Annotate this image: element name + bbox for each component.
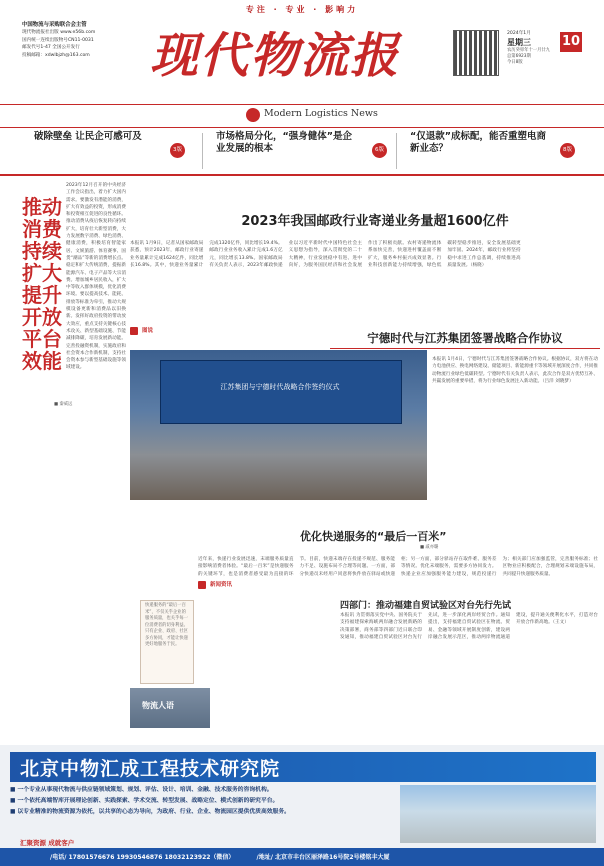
weekday-text: 星期三 [507, 38, 531, 47]
org-line: 现代物流报社出版 www.e56b.com [22, 30, 96, 36]
issue-number: 总第6923期 [507, 54, 531, 59]
ad-building-photo [400, 785, 596, 843]
divider [330, 348, 600, 349]
org-line: 投稿邮箱：xdwlbjzh@163.com [22, 52, 90, 58]
last-mile-body: 近年来，快递行业发展迅速，末端服务质量直接影响消费者体验。“最后一百米”是快递服务的关键环节，也是消费者感受最为直接的环节。目前，快递末端存在投递不规范、服务能力不足、设施布局不合理等问题。一方面，部分快递员未经用户同意将快件放在驿站或快递柜；另一方面，部分驿站存在取件难、服务差等情况。优化末端服务，需要多方协同发力。快递企业应加强服务能力建设，规范投递行为；相关部门应加强监管，完善服务标准；社区物业应积极配合，合理规划末端设施布局，共同提升快递服务质量。 [198, 557, 598, 577]
teaser-3[interactable] [410, 131, 590, 169]
teaser-2[interactable] [216, 131, 386, 169]
org-line: 国内统一连续出版物号CN11-0031 [22, 37, 94, 43]
ad-items [10, 785, 400, 818]
page-count: 今日8版 [507, 60, 523, 65]
date-text: 2024年1月 [507, 31, 531, 36]
masthead-slogan: 专注 · 专业 · 影响力 [245, 5, 359, 14]
org-line: 邮发代号1-47 全国公开发行 [22, 45, 80, 51]
section-rule [0, 174, 604, 176]
ningde-headline: 宁德时代与江苏集团签署战略合作协议 [367, 331, 563, 345]
teaser-title: 破除壁垒 让民企可感可及 [34, 131, 142, 142]
main-headline: 2023年我国邮政行业寄递业务量超1600亿件 [241, 214, 509, 229]
qr-code-icon [453, 30, 499, 76]
teaser-title: 市场格局分化，“强身健体”是企业发展的根本 [216, 131, 352, 154]
lead-author: ■ 秦威远 [54, 402, 73, 407]
sichuan-headline: 四部门：推动福建自贸试验区对台先行先试 [340, 601, 512, 611]
divider [202, 133, 203, 169]
lunar-date: 农历癸卯年十一月廿九 [507, 48, 550, 53]
ad-item: ■ 一个依托高端智库开展理论创新、实践探索、学术交流、转型发展、战略定位、模式创新的研究平台。 [10, 798, 279, 804]
ad-item: ■ 一个专业从事现代物流与供应链领域策划、规划、评估、设计、培训、金融、技术服务的咨询机构。 [10, 787, 273, 793]
day-badge: 10 [560, 32, 582, 52]
column-tag: 物流人语 [142, 701, 174, 710]
section-tag: 图说 [130, 326, 153, 336]
ad-title: 北京中物汇成工程技术研究院 [20, 758, 281, 780]
ad-contact-text [50, 852, 390, 861]
teaser-page-badge: 6版 [372, 143, 387, 158]
ningde-body: 本报讯 1月4日，宁德时代与江苏集团签署战略合作协议。根据协议，双方将在动力电池供应、换电网络建设、储能项目、新能源重卡等领域开展深度合作，共同推动物流行业绿色低碳转型。宁德时代有关负责人表示，此次合作是双方优势互补、共赢发展的重要举措，将为行业绿色发展注入新动能。（吕洋 刘晓梦） [432, 357, 598, 384]
newspaper-title: 现代物流报 [150, 28, 401, 84]
ad-phone: /电话/ 17801576676 19930546876 18032123922（微信） [50, 854, 235, 861]
last-mile-headline: 优化快递服务的“最后一百米” [300, 530, 447, 543]
photo-screen-text: 江苏集团与宁德时代战略合作签约仪式 [220, 383, 340, 391]
sichuan-body: 本报讯 为贯彻落实党中央、国务院关于支持福建探索海峡两岸融合发展新路的决策部署，商务部等四部门近日联合印发通知，推动福建自贸试验区对台先行先试，进一步深化两岸经贸合作。通知提出，支持福建自贸试验区在物流、贸易、金融等领域开展制度创新，建设两岸融合发展示范区，推动两岸物流通道建设，提升通关便利化水平，打造对台开放合作新高地。（王文） [340, 613, 598, 640]
photo-screen [160, 360, 402, 424]
lead-headline: 推动消费持续扩大 提升开放平台效能 [22, 195, 62, 373]
quote-text: 快递服务的“最后一百米”，不仅关乎企业的服务质量，也关乎每一位消费者的切身利益。只有企业、政府、社区多方协同，才能让快递更好地服务于民。 [145, 603, 188, 647]
publisher-info [22, 22, 142, 59]
section-tag: 新闻资讯 [198, 580, 232, 590]
teaser-page-badge: 3版 [170, 143, 185, 158]
teaser-page-badge: 8版 [560, 143, 575, 158]
teaser-title: “仅退款”成标配，能否重塑电商新业态？ [410, 131, 546, 154]
article-2023-body: 本报讯 1月9日，记者从国家邮政局获悉，预计2023年，邮政行业寄递业务量累计完成1624亿件，同比增长16.8%。其中，快递业务量累计完成1320亿件，同比增长19.4%。邮政行业业务收入累计完成1.6万亿元，同比增长13.8%。国家邮政局有关负责人表示，2023年邮政快递业以习近平新时代中国特色社会主义思想为指导，深入贯彻党的二十大精神，行业发展稳中有进、进中向好，为服务国民经济和社会发展作出了积极贡献。农村寄递物流体系加快完善，快递进村覆盖面不断扩大，服务乡村振兴成效显著。行业科技创新能力持续增强，绿色低碳转型稳步推进，安全发展基础更加牢固。2024年，邮政行业将坚持稳中求进工作总基调，持续推进高质量发展。（杨晓） [130, 241, 521, 268]
ad-address: /地址/ 北京市丰台区丽泽路16号院2号楼铭丰大厦 [256, 854, 390, 861]
teaser-1[interactable] [34, 131, 184, 169]
ad-slogan: 汇聚资源 成就客户 [20, 839, 75, 847]
lead-body: 2023年12月召开的中央经济工作会议指出，着力扩大国内需求。要激发有潜能的消费，扩大有效益的投资，形成消费和投资相互促进的良性循环。推动消费从疫后恢复转向持续扩大，培育壮大新型消费，大力发展数字消费、绿色消费、健康消费，积极培育智能家居、文娱旅游、体育赛事、国货“潮品”等新的消费增长点。稳定和扩大传统消费，提振新能源汽车、电子产品等大宗消费。增加城乡居民收入，扩大中等收入群体规模，优化消费环境。要以提高技术、能耗、排放等标准为牵引，推动大规模设备更新和消费品以旧换新。发挥好政府投资的带动放大效应，重点支持关键核心技术攻关、新型基础设施、节能减排降碳，培育发展新动能。完善投融资机制，实施政府和社会资本合作新机制，支持社会资本参与新型基础设施等领域建设。 [66, 183, 126, 371]
ad-item: ■ 以专业精准的物流资源为依托，以共享的心态为导向，为政府、行业、企业、物流园区提供优质高效服务。 [10, 809, 290, 815]
english-title: Modern Logistics News [264, 108, 378, 119]
org-name: 中国物流与采购联合会主管 [22, 22, 87, 28]
last-mile-author: ■ 戚亦璐 [420, 545, 439, 550]
logo-icon [246, 108, 260, 122]
divider [396, 133, 397, 169]
